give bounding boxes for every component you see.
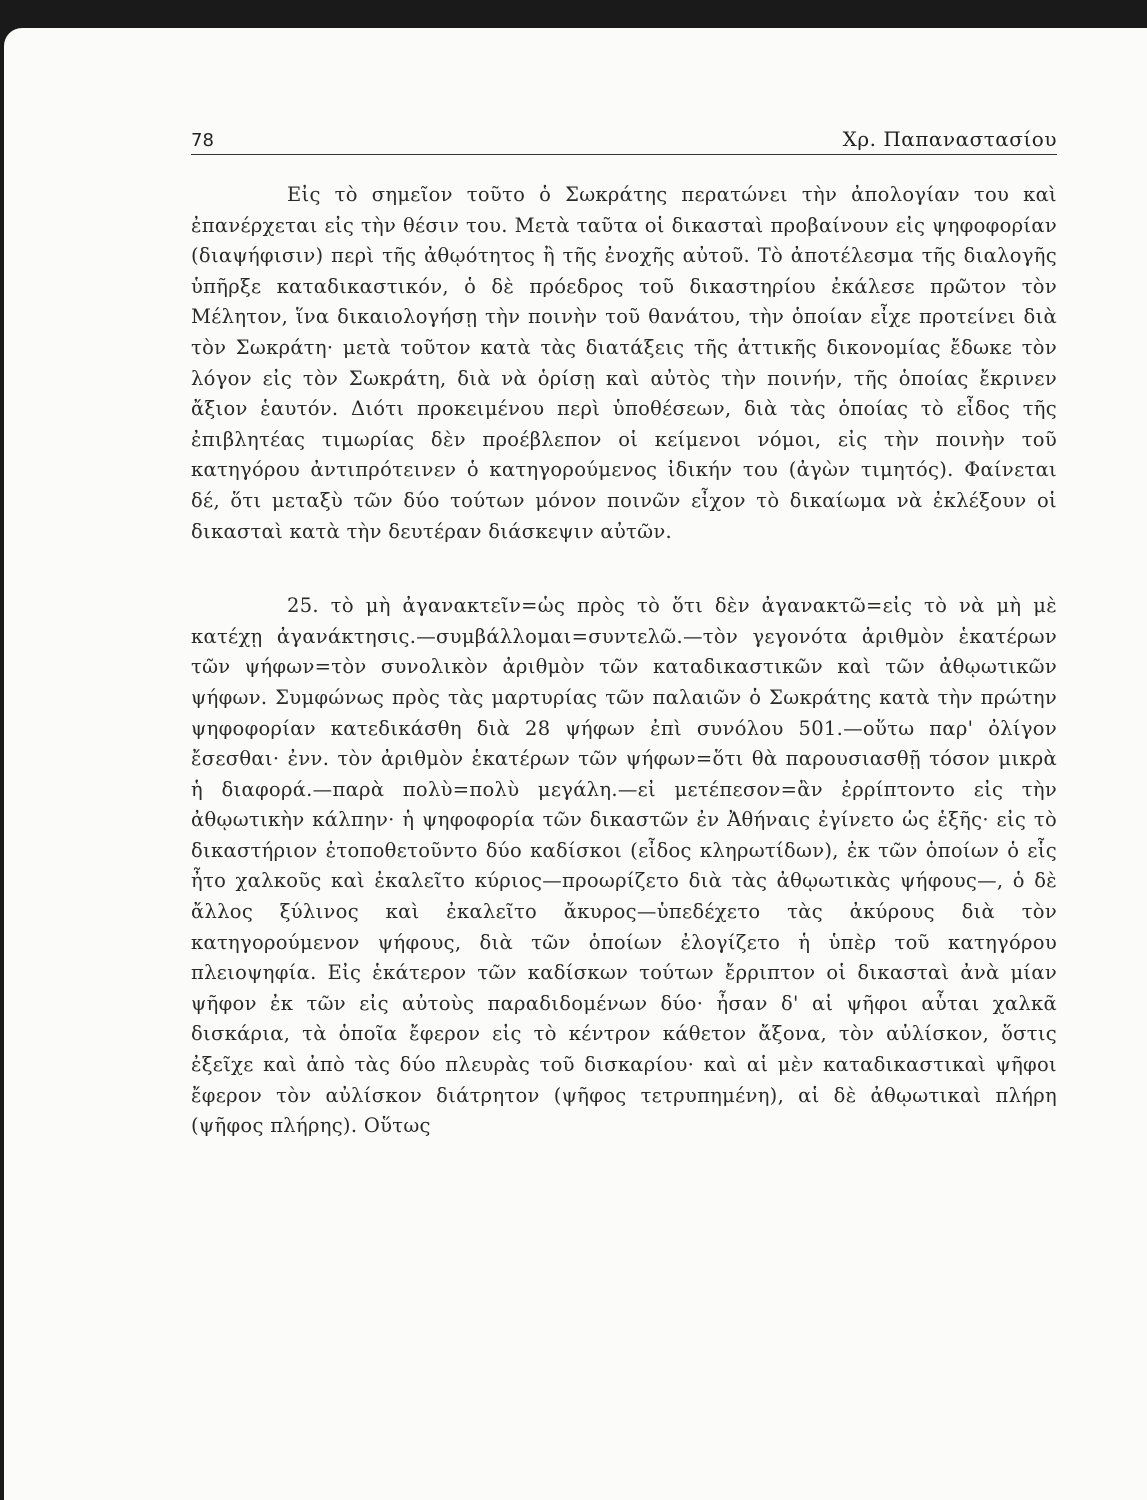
paragraph-note-25: 25. τὸ μὴ ἀγανακτεῖν=ὡς πρὸς τὸ ὅτι δὲν ἀγανακτῶ=εἰς τὸ νὰ μὴ μὲ κατέχῃ ἀγανάκτησις.—συμβάλλομαι=συντελῶ.—τὸν γεγονότα ἀριθμὸν ἑκατέρων τῶν ψήφων=τὸν συνολικὸν ἀριθμὸν τῶν καταδικαστικῶν καὶ τῶν ἀθῳωτικῶν ψήφων. Συμφώνως πρὸς τὰς μαρτυρίας τῶν παλαιῶν ὁ Σωκράτης κατὰ τὴν πρώτην ψηφοφορίαν κατεδικάσθη διὰ 28 ψήφων ἐπὶ συνόλου 501.—οὕτω παρ' ὀλίγον ἔσεσθαι· ἐνν. τὸν ἀριθμὸν ἑκατέρων τῶν ψήφων=ὅτι θὰ παρουσιασθῇ τόσον μικρὰ ἡ διαφορά.—παρὰ πολὺ=πολὺ μεγάλη.—εἰ μετέπεσον=ἂν ἐρρίπτοντο εἰς τὴν ἀθῳωτικὴν κάλπην· ἡ ψηφοφορία τῶν δικαστῶν ἐν Ἀθήναις ἐγίνετο ὡς ἑξῆς· εἰς τὸ δικαστήριον ἐτοποθετοῦντο δύο καδίσκοι (εἶδος κληρωτίδων), ἐκ τῶν ὁποίων ὁ εἷς ἦτο χαλκοῦς καὶ ἐκαλεῖτο κύριος—προωρίζετο διὰ τὰς ἀθῳωτικὰς ψήφους—, ὁ δὲ ἄλλος ξύλινος καὶ ἐκαλεῖτο ἄκυρος—ὑπεδέχετο τὰς ἀκύρους διὰ τὸν κατηγορούμενον ψήφους, διὰ τῶν ὁποίων ἐλογίζετο ἡ ὑπὲρ τοῦ κατηγόρου πλειοψηφία. Εἰς ἑκάτερον τῶν καδίσκων τούτων ἔρριπτον οἱ δικασταὶ ἀνὰ μίαν ψῆφον ἐκ τῶν εἰς αὐτοὺς παραδιδομένων δύο· ἦσαν δ' αἱ ψῆφοι αὗται χαλκᾶ δισκάρια, τὰ ὁποῖα ἔφερον εἰς τὸ κέντρον κάθετον ἄξονα, τὸν αὐλίσκον, ὅστις ἐξεῖχε καὶ ἀπὸ τὰς δύο πλευρὰς τοῦ δισκαρίου· καὶ αἱ μὲν καταδικαστικαὶ ψῆφοι ἔφερον τὸν αὐλίσκον διάτρητον (ψῆφος τετρυπημένη), αἱ δὲ ἀθῳωτικαὶ πλήρη (ψῆφος πλήρης). Οὕτως — [191, 594, 1057, 1138]
body-text — [191, 180, 1057, 1142]
page-header — [191, 126, 1057, 155]
paragraph-commentary-intro: Εἰς τὸ σημεῖον τοῦτο ὁ Σωκράτης περατώνει τὴν ἀπολογίαν του καὶ ἐπανέρχεται εἰς τὴν θέσιν του. Μετὰ ταῦτα οἱ δικασταὶ προβαίνουν εἰς ψηφοφορίαν (διαψήφισιν) περὶ τῆς ἀθῳότητος ἢ τῆς ἐνοχῆς αὐτοῦ. Τὸ ἀποτέλεσμα τῆς διαλογῆς ὑπῆρξε καταδικαστικόν, ὁ δὲ πρόεδρος τοῦ δικαστηρίου ἐκάλεσε πρῶτον τὸν Μέλητον, ἵνα δικαιολογήσῃ τὴν ποινὴν τοῦ θανάτου, τὴν ὁποίαν εἶχε προτείνει διὰ τὸν Σωκράτη· μετὰ τοῦτον κατὰ τὰς διατάξεις τῆς ἀττικῆς δικονομίας ἔδωκε τὸν λόγον εἰς τὸν Σωκράτη, διὰ νὰ ὁρίσῃ καὶ αὐτὸς τὴν ποινήν, τῆς ὁποίας ἔκρινεν ἄξιον ἑαυτόν. Διότι προκειμένου περὶ ὑποθέσεων, διὰ τὰς ὁποίας τὸ εἶδος τῆς ἐπιβλητέας τιμωρίας δὲν προέβλεπον οἱ κείμενοι νόμοι, εἰς τὴν ποινὴν τοῦ κατηγόρου ἀντιπρότεινεν ὁ κατηγορούμενος ἰδικήν του (ἀγὼν τιμητός). Φαίνεται δέ, ὅτι μεταξὺ τῶν δύο τούτων μόνον ποινῶν εἶχον τὸ δικαίωμα νὰ ἐκλέξουν οἱ δικασταὶ κατὰ τὴν δευτέραν διάσκεψιν αὐτῶν. — [191, 183, 1057, 543]
page-number: 78 — [191, 130, 214, 151]
running-head: Χρ. Παπαναστασίου — [842, 127, 1057, 151]
